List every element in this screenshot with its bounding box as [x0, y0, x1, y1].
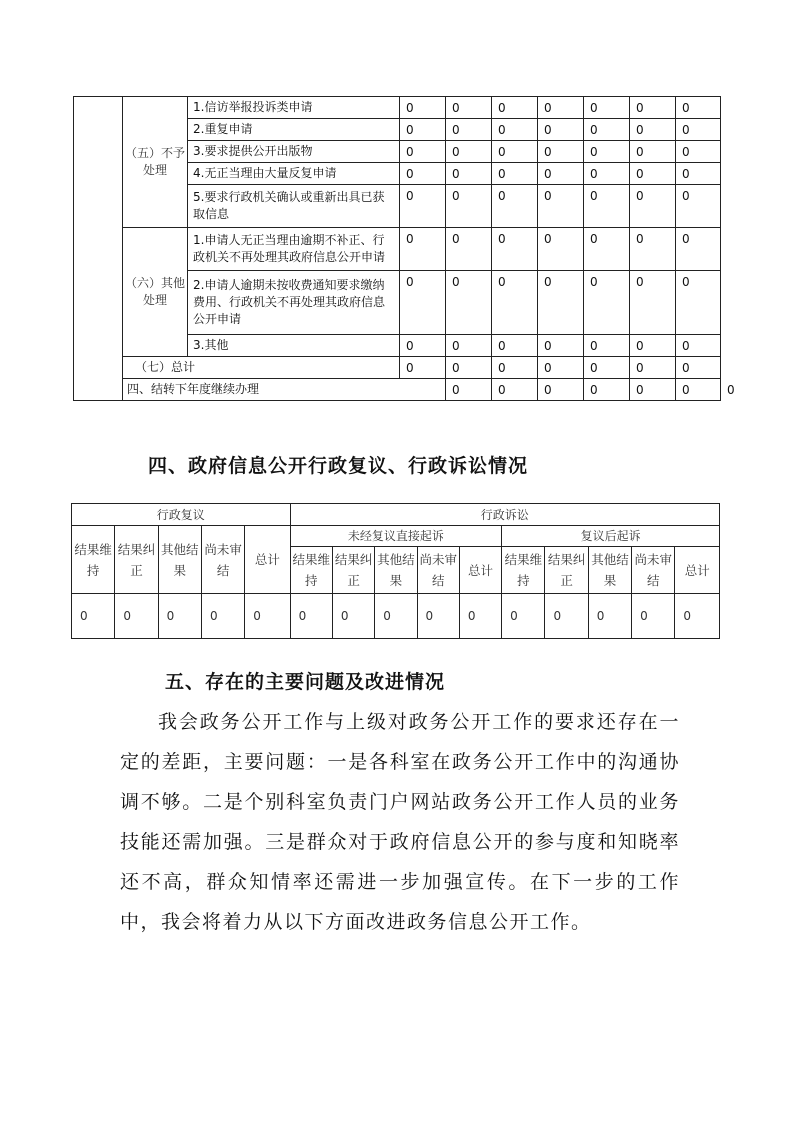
- value-cell: 0: [584, 379, 630, 401]
- value-cell: 0: [584, 163, 630, 185]
- value-cell: 0: [446, 379, 492, 401]
- row-label: 2.重复申请: [188, 119, 400, 141]
- after-col-header: 结果纠正: [545, 547, 588, 594]
- value-cell: 0: [492, 141, 538, 163]
- value-cell: 0: [630, 335, 676, 357]
- value-cell: 0: [446, 271, 492, 335]
- value-cell: 0: [630, 141, 676, 163]
- value-cell: 0: [584, 185, 630, 228]
- row-label: 1.信访举报投诉类申请: [188, 97, 400, 119]
- value-cell: 0: [630, 97, 676, 119]
- value-cell: 0: [538, 379, 584, 401]
- value-cell: 0: [400, 228, 446, 271]
- value-cell: 0: [538, 141, 584, 163]
- review-litigation-table: [71, 503, 720, 639]
- review-col-header: 其他结果: [158, 526, 201, 594]
- value-cell: 0: [446, 141, 492, 163]
- value-cell: 0: [630, 119, 676, 141]
- row-label: 4.无正当理由大量反复申请: [188, 163, 400, 185]
- value-cell: 0: [676, 379, 721, 401]
- value-cell: 0: [584, 228, 630, 271]
- value-cell: 0: [630, 185, 676, 228]
- value-cell: 0: [400, 141, 446, 163]
- value-cell: 0: [584, 335, 630, 357]
- value-cell: 0: [538, 357, 584, 379]
- value-cell: 0: [492, 379, 538, 401]
- value-cell: 0: [492, 335, 538, 357]
- direct-col-header: 结果纠正: [332, 547, 374, 594]
- value-cell: 0: [492, 97, 538, 119]
- value-cell: 0: [502, 594, 545, 639]
- value-cell: 0: [400, 271, 446, 335]
- value-cell: 0: [446, 163, 492, 185]
- value-cell: 0: [492, 271, 538, 335]
- row-label: 1.申请人无正当理由逾期不补正、行政机关不再处理其政府信息公开申请: [188, 228, 400, 271]
- direct-col-header: 其他结果: [375, 547, 417, 594]
- value-cell: 0: [446, 185, 492, 228]
- value-cell: 0: [584, 271, 630, 335]
- value-cell: 0: [630, 163, 676, 185]
- after-review-header: 复议后起诉: [502, 526, 720, 547]
- value-cell: 0: [290, 594, 332, 639]
- value-cell: 0: [630, 379, 676, 401]
- carry-over-row: 四、结转下年度继续办理 0 0 0 0 0 0 0: [74, 379, 721, 401]
- value-cell: 0: [676, 97, 721, 119]
- value-cell: 0: [446, 228, 492, 271]
- value-cell: 0: [630, 228, 676, 271]
- table-row: [74, 228, 721, 271]
- value-cell: 0: [538, 119, 584, 141]
- value-cell: 0: [538, 185, 584, 228]
- review-col-header: 结果维持: [72, 526, 115, 594]
- value-cell: 0: [400, 357, 446, 379]
- after-col-header: 尚未审结: [632, 547, 675, 594]
- value-cell: 0: [492, 357, 538, 379]
- review-header: 行政复议: [72, 504, 291, 526]
- group-6-label: （六）其他处理: [123, 228, 188, 357]
- value-cell: 0: [492, 119, 538, 141]
- direct-col-header: 结果维持: [290, 547, 332, 594]
- value-cell: 0: [676, 228, 721, 271]
- after-col-header: 结果维持: [502, 547, 545, 594]
- value-cell: 0: [584, 97, 630, 119]
- value-cell: 0: [400, 335, 446, 357]
- section-3-border-cell: [74, 97, 123, 401]
- direct-col-header: 尚未审结: [417, 547, 459, 594]
- direct-col-header: 总计: [459, 547, 501, 594]
- value-cell: 0: [538, 228, 584, 271]
- value-cell: 0: [245, 594, 290, 639]
- value-cell: 0: [584, 141, 630, 163]
- value-cell: 0: [630, 357, 676, 379]
- value-cell: 0: [492, 163, 538, 185]
- value-cell: 0: [676, 185, 721, 228]
- table-row: [74, 97, 721, 119]
- value-cell: 0: [332, 594, 374, 639]
- total-row: [74, 357, 721, 379]
- section-5-title: 五、存在的主要问题及改进情况: [165, 671, 446, 693]
- value-cell: 0: [72, 594, 115, 639]
- value-cell: 0: [446, 335, 492, 357]
- total-label: （七）总计: [123, 357, 400, 379]
- value-cell: 0: [538, 271, 584, 335]
- review-col-header: 尚未审结: [201, 526, 244, 594]
- after-col-header: 总计: [675, 547, 720, 594]
- value-cell: 0: [676, 119, 721, 141]
- value-cell: 0: [545, 594, 588, 639]
- review-col-header: 结果纠正: [115, 526, 158, 594]
- carry-over-label: 四、结转下年度继续办理: [123, 379, 446, 401]
- value-cell: 0: [675, 594, 720, 639]
- value-cell: 0: [584, 357, 630, 379]
- value-cell: 0: [676, 141, 721, 163]
- row-label: 3.要求提供公开出版物: [188, 141, 400, 163]
- value-cell: 0: [400, 163, 446, 185]
- value-cell: 0: [538, 335, 584, 357]
- value-cell: 0: [676, 271, 721, 335]
- section-4-title: 四、政府信息公开行政复议、行政诉讼情况: [148, 455, 529, 477]
- review-col-header: 总计: [245, 526, 290, 594]
- value-cell: 0: [400, 185, 446, 228]
- value-cell: 0: [375, 594, 417, 639]
- value-cell: 0: [676, 335, 721, 357]
- group-5-label: （五）不予处理: [123, 97, 188, 228]
- value-cell: 0: [584, 119, 630, 141]
- value-cell: 0: [630, 271, 676, 335]
- value-cell: 0: [459, 594, 501, 639]
- value-cell: 0: [538, 163, 584, 185]
- value-cell: 0: [676, 357, 721, 379]
- value-cell: 0: [492, 228, 538, 271]
- value-cell: 0: [400, 97, 446, 119]
- value-cell: 0: [201, 594, 244, 639]
- value-cell: 0: [446, 97, 492, 119]
- row-label: 5.要求行政机关确认或重新出具已获取信息: [188, 185, 400, 228]
- value-cell: 0: [446, 119, 492, 141]
- value-cell: 0: [158, 594, 201, 639]
- value-cell: 0: [446, 357, 492, 379]
- section-5-paragraph: 我会政务公开工作与上级对政务公开工作的要求还存在一定的差距，主要问题：一是各科室在政务公开工作中的沟通协调不够。二是个别科室负责门户网站政务公开工作人员的业务技能还需加强。三是群众对于政府信息公开的参与度和知晓率还不高，群众知情率还需进一步加强宣传。在下一步的工作中，我会将着力从以下方面改进政务信息公开工作。: [120, 711, 680, 933]
- value-cell: 0: [115, 594, 158, 639]
- row-label: 3.其他: [188, 335, 400, 357]
- litigation-header: 行政诉讼: [290, 504, 719, 526]
- row-label: 2.申请人逾期未按收费通知要求缴纳费用、行政机关不再处理其政府信息公开申请: [188, 271, 400, 335]
- value-cell: 0: [492, 185, 538, 228]
- value-cell: 0: [538, 97, 584, 119]
- after-col-header: 其他结果: [588, 547, 631, 594]
- application-handling-table: [73, 96, 735, 401]
- value-cell: 0: [417, 594, 459, 639]
- value-cell: 0: [588, 594, 631, 639]
- value-cell: 0: [676, 163, 721, 185]
- value-cell: 0: [400, 119, 446, 141]
- value-cell: 0: [632, 594, 675, 639]
- direct-suit-header: 未经复议直接起诉: [290, 526, 502, 547]
